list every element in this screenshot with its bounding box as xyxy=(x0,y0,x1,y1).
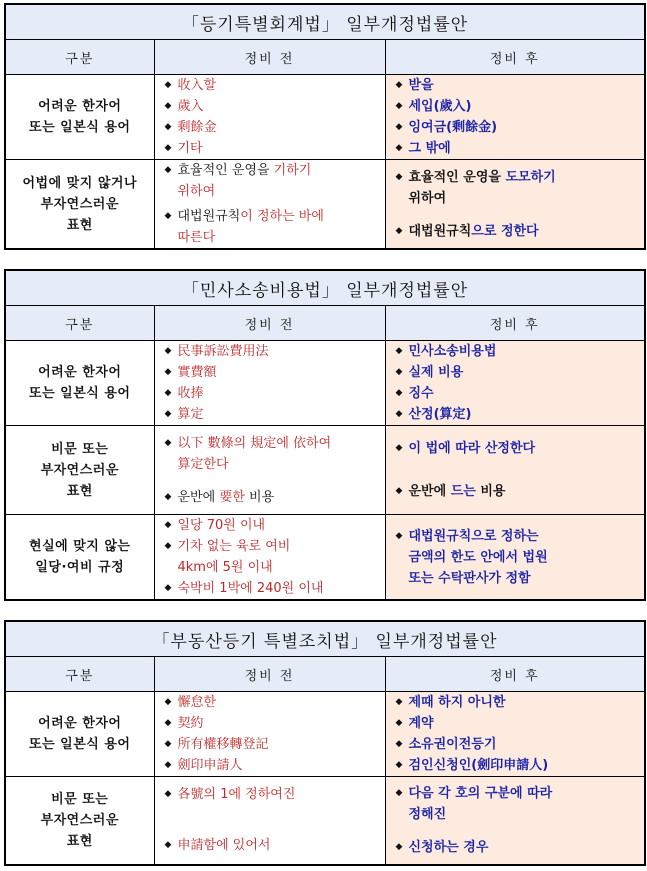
bullet-icon: ◆ xyxy=(164,760,172,770)
list-item xyxy=(386,167,645,209)
header-before: 정비 전 xyxy=(154,657,385,692)
law-table-2 xyxy=(4,269,646,601)
list-item xyxy=(155,404,385,425)
list-item xyxy=(155,341,385,362)
list-item xyxy=(386,734,645,755)
item-text: 숙박비 1박에 240원 이내 xyxy=(177,581,324,596)
list-item xyxy=(155,692,385,713)
list-item xyxy=(155,487,385,508)
item-text: 징수 xyxy=(408,386,434,401)
after-cell xyxy=(385,75,645,160)
category-cell xyxy=(5,692,154,777)
item-text: 제때 하지 아니한 xyxy=(408,695,506,710)
item-text: 그 밖에 xyxy=(408,141,451,156)
item-text: 금액의 한도 안에서 법원 xyxy=(408,549,548,565)
header-category: 구분 xyxy=(5,657,154,692)
bullet-icon: ◆ xyxy=(164,165,172,175)
item-text: 산정(算定) xyxy=(408,407,472,422)
item-text: 세입(歲入) xyxy=(408,99,472,114)
item-text: 剩餘金 xyxy=(177,120,217,135)
item-text: 收捧 xyxy=(177,386,204,401)
spacer xyxy=(155,805,385,835)
list-item xyxy=(386,117,645,138)
item-text: 所有權移轉登記 xyxy=(177,737,269,752)
list-item xyxy=(386,526,645,589)
bullet-icon: ◆ xyxy=(164,143,172,153)
spacer xyxy=(386,825,645,837)
list-item xyxy=(386,713,645,734)
list-item xyxy=(155,578,385,599)
bullet-icon: ◆ xyxy=(395,718,403,728)
item-text-highlight: 위하여 xyxy=(177,184,216,199)
item-text: 懈怠한 xyxy=(177,695,217,710)
item-text: 以下 數條의 規定에 依하여 xyxy=(177,435,332,451)
bullet-icon: ◆ xyxy=(164,541,172,551)
bullet-icon: ◆ xyxy=(164,491,172,502)
before-cell xyxy=(154,341,385,426)
category-line: 또는 일본식 용어 xyxy=(29,120,131,135)
bullet-icon: ◆ xyxy=(395,101,403,111)
item-text: 계약 xyxy=(408,716,434,731)
category-line: 비문 또는 xyxy=(51,441,109,457)
bullet-icon: ◆ xyxy=(164,697,172,707)
item-text: 기차 없는 육로 여비 xyxy=(177,539,291,554)
bullet-icon: ◆ xyxy=(164,101,172,111)
list-item xyxy=(155,536,385,578)
bullet-icon: ◆ xyxy=(164,122,172,132)
item-text: 효율적인 운영을 xyxy=(177,163,274,178)
table-row xyxy=(5,777,645,865)
category-cell xyxy=(5,777,154,865)
bullet-icon: ◆ xyxy=(395,739,403,749)
item-text: 대법원규칙으로 정하는 xyxy=(408,528,539,544)
header-before: 정비 전 xyxy=(154,306,385,341)
bullet-icon: ◆ xyxy=(395,367,403,377)
item-text: 算定 xyxy=(177,407,204,422)
bullet-icon: ◆ xyxy=(164,80,172,90)
bullet-icon: ◆ xyxy=(164,718,172,728)
category-line: 또는 일본식 용어 xyxy=(29,386,131,401)
item-text: 契約 xyxy=(177,716,204,731)
bullet-icon: ◆ xyxy=(395,697,403,707)
item-text: 비용 xyxy=(475,484,506,499)
item-text: 받을 xyxy=(408,78,434,93)
table-row xyxy=(5,692,645,777)
header-category: 구분 xyxy=(5,40,154,75)
item-text: 算定한다 xyxy=(177,456,229,472)
list-item xyxy=(155,713,385,734)
item-text-highlight: 따른다 xyxy=(177,230,216,245)
list-item xyxy=(386,692,645,713)
list-item xyxy=(386,75,645,96)
after-cell xyxy=(385,341,645,426)
bullet-icon: ◆ xyxy=(164,367,172,377)
item-text: 民事訴訟費用法 xyxy=(177,344,269,359)
list-item xyxy=(155,117,385,138)
category-line: 표현 xyxy=(66,833,93,849)
bullet-icon: ◆ xyxy=(395,388,403,398)
item-text: 各號의 1에 정하여진 xyxy=(177,787,296,803)
item-text: 신청하는 경우 xyxy=(408,839,489,855)
before-cell xyxy=(154,426,385,515)
spacer xyxy=(155,475,385,487)
item-text: 운반에 xyxy=(177,489,220,505)
item-text-highlight: 要한 xyxy=(219,489,245,505)
bullet-icon: ◆ xyxy=(164,739,172,749)
bullet-icon: ◆ xyxy=(395,841,403,852)
category-line: 어법에 맞지 않거나 xyxy=(22,175,138,191)
item-text: 歲入 xyxy=(177,99,204,114)
item-text: 위하여 xyxy=(408,190,447,206)
bullet-icon: ◆ xyxy=(395,760,403,770)
header-after: 정비 후 xyxy=(385,657,645,692)
item-text: 申請 xyxy=(177,838,204,854)
list-item xyxy=(155,835,385,856)
list-item xyxy=(386,783,645,825)
table-row xyxy=(5,160,645,250)
list-item xyxy=(386,837,645,858)
list-item xyxy=(155,362,385,383)
before-cell xyxy=(154,777,385,865)
bullet-icon: ◆ xyxy=(395,122,403,132)
list-item xyxy=(155,160,385,202)
table-row xyxy=(5,75,645,160)
category-cell xyxy=(5,341,154,426)
list-item xyxy=(386,383,645,404)
list-item xyxy=(386,481,645,502)
bullet-icon: ◆ xyxy=(395,225,403,236)
item-text: 대법원규칙 xyxy=(408,223,472,239)
item-text: 이 법에 따라 산정한다 xyxy=(408,441,536,456)
item-text: 대법원규칙 xyxy=(177,209,241,224)
category-cell xyxy=(5,75,154,160)
category-line: 또는 일본식 용어 xyxy=(29,737,131,752)
after-cell xyxy=(385,777,645,865)
list-item xyxy=(155,515,385,536)
header-after: 정비 후 xyxy=(385,40,645,75)
header-category: 구분 xyxy=(5,306,154,341)
after-cell xyxy=(385,692,645,777)
list-item xyxy=(155,433,385,475)
category-cell xyxy=(5,160,154,250)
header-before: 정비 전 xyxy=(154,40,385,75)
item-text: 검인신청인(劍印申請人) xyxy=(408,758,549,773)
after-cell xyxy=(385,515,645,601)
list-item xyxy=(155,96,385,117)
before-cell xyxy=(154,692,385,777)
bullet-icon: ◆ xyxy=(164,388,172,398)
law-table-1 xyxy=(4,3,646,250)
item-text: 효율적인 운영을 xyxy=(408,169,506,185)
table-title: 「등기특별회계법」 일부개정법률안 xyxy=(5,4,645,40)
category-line: 일당·여비 규정 xyxy=(35,560,125,575)
bullet-icon: ◆ xyxy=(164,840,172,851)
spacer xyxy=(386,459,645,481)
table-row xyxy=(5,515,645,601)
before-cell xyxy=(154,160,385,250)
item-text-highlight: 으로 정한다 xyxy=(471,223,539,239)
list-item xyxy=(386,362,645,383)
bullet-icon: ◆ xyxy=(395,486,403,496)
list-item xyxy=(155,138,385,159)
bullet-icon: ◆ xyxy=(395,143,403,153)
item-text-highlight: 도모하기 xyxy=(505,169,556,185)
table-title: 「민사소송비용법」 일부개정법률안 xyxy=(5,270,645,306)
before-cell xyxy=(154,75,385,160)
list-item xyxy=(386,221,645,242)
bullet-icon: ◆ xyxy=(164,409,172,419)
category-cell xyxy=(5,515,154,601)
list-item xyxy=(155,75,385,96)
bullet-icon: ◆ xyxy=(164,583,172,593)
bullet-icon: ◆ xyxy=(164,520,172,530)
item-text: 운반에 xyxy=(408,484,451,499)
item-text: 민사소송비용법 xyxy=(408,344,497,359)
list-item xyxy=(386,438,645,459)
item-text: 일당 70원 이내 xyxy=(177,518,266,533)
list-item xyxy=(386,404,645,425)
item-text: 다음 각 호의 구분에 따라 xyxy=(408,785,553,801)
law-table-3 xyxy=(4,620,646,866)
bullet-icon: ◆ xyxy=(164,789,172,800)
item-text: 기타 xyxy=(177,141,203,156)
bullet-icon: ◆ xyxy=(395,171,403,182)
item-text: 정해진 xyxy=(408,806,447,822)
list-item xyxy=(155,734,385,755)
after-cell xyxy=(385,160,645,250)
category-line: 어려운 한자어 xyxy=(38,716,122,731)
item-text: 收入할 xyxy=(177,78,217,93)
category-line: 어려운 한자어 xyxy=(38,99,122,114)
table-row xyxy=(5,426,645,515)
bullet-icon: ◆ xyxy=(164,346,172,356)
item-text: 또는 수탁판사가 정함 xyxy=(408,570,531,586)
bullet-icon: ◆ xyxy=(395,443,403,453)
category-line: 어려운 한자어 xyxy=(38,365,122,380)
after-cell xyxy=(385,426,645,515)
before-cell xyxy=(154,515,385,601)
item-text-highlight: 기하기 xyxy=(273,163,312,178)
list-item xyxy=(386,138,645,159)
category-line: 부자연스러운 xyxy=(40,812,119,828)
bullet-icon: ◆ xyxy=(395,409,403,419)
item-text: 4km에 5원 이내 xyxy=(177,560,273,575)
category-line: 표현 xyxy=(66,217,93,233)
category-line: 부자연스러운 xyxy=(40,196,119,212)
item-text: 비용 xyxy=(244,489,275,505)
bullet-icon: ◆ xyxy=(164,437,172,448)
bullet-icon: ◆ xyxy=(395,787,403,798)
list-item xyxy=(155,206,385,248)
list-item xyxy=(155,383,385,404)
item-text-highlight: 이 정하는 바에 xyxy=(240,209,324,224)
list-item xyxy=(155,755,385,776)
bullet-icon: ◆ xyxy=(395,80,403,90)
item-text: 實費額 xyxy=(177,365,217,380)
item-text: 劍印申請人 xyxy=(177,758,243,773)
category-line: 표현 xyxy=(66,483,93,499)
bullet-icon: ◆ xyxy=(395,530,403,541)
item-text: 잉여금(剩餘金) xyxy=(408,120,498,135)
table-title: 「부동산등기 특별조치법」 일부개정법률안 xyxy=(5,621,645,657)
bullet-icon: ◆ xyxy=(395,346,403,356)
table-row xyxy=(5,341,645,426)
list-item xyxy=(386,341,645,362)
list-item xyxy=(386,96,645,117)
spacer xyxy=(386,209,645,221)
category-line: 비문 또는 xyxy=(51,791,109,807)
list-item xyxy=(386,755,645,776)
header-after: 정비 후 xyxy=(385,306,645,341)
item-text: 실제 비용 xyxy=(408,365,464,380)
category-cell xyxy=(5,426,154,515)
item-text: 소유권이전등기 xyxy=(408,737,497,752)
category-line: 현실에 맞지 않는 xyxy=(29,539,131,554)
bullet-icon: ◆ xyxy=(164,211,172,221)
item-text: 함에 있어서 xyxy=(203,838,271,854)
item-text-highlight: 드는 xyxy=(450,484,476,499)
list-item xyxy=(155,784,385,805)
category-line: 부자연스러운 xyxy=(40,462,119,478)
